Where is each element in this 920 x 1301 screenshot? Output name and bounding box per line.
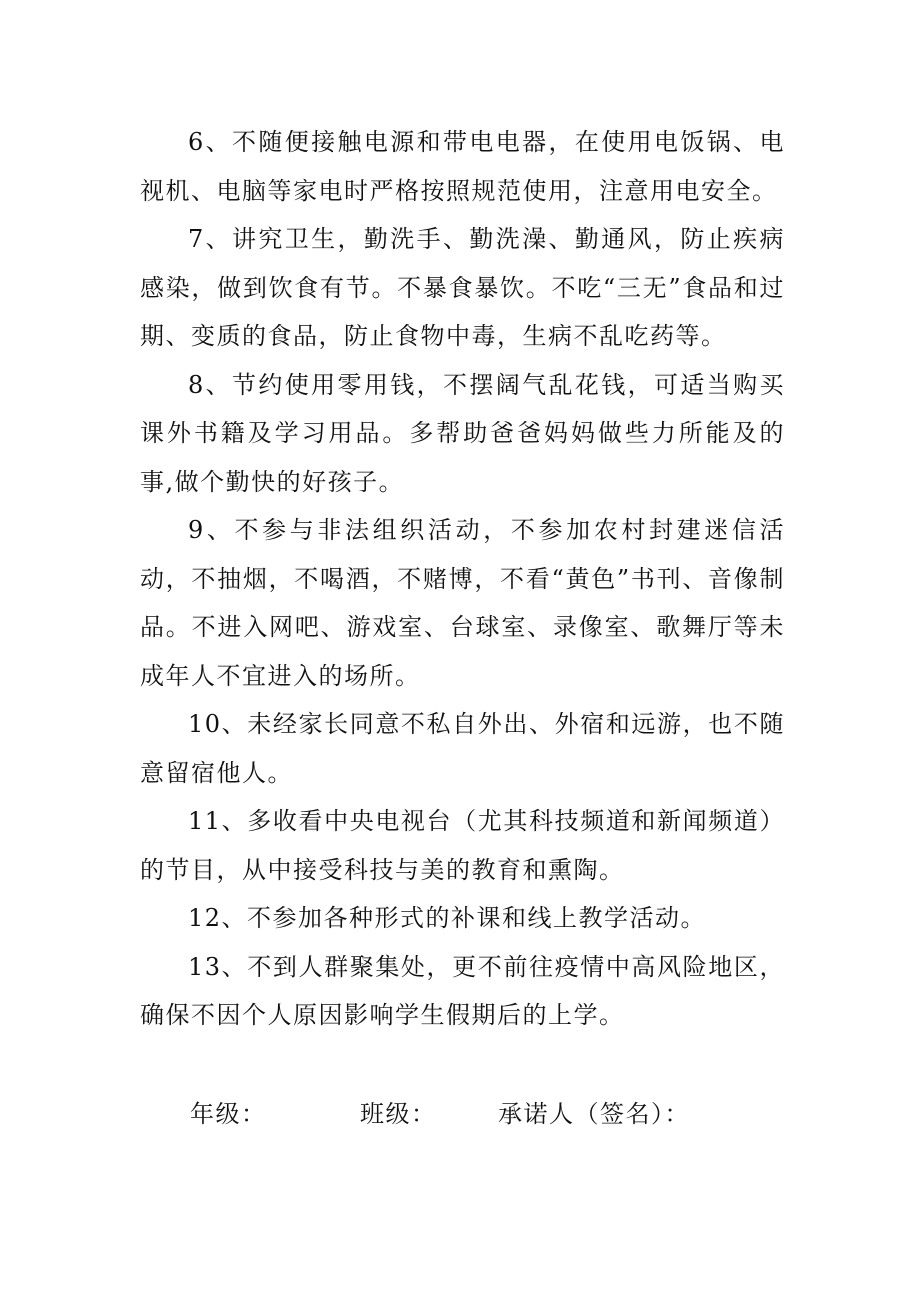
pledge-items bbox=[140, 118, 785, 1040]
pledge-item-7: 7、讲究卫生，勤洗手、勤洗澡、勤通风，防止疾病感染，做到饮食有节。不暴食暴饮。不吃“三无”食品和过期、变质的食品，防止食物中毒，生病不乱吃药等。 bbox=[140, 225, 785, 350]
pledge-item-10: 10、未经家长同意不私自外出、外宿和远游，也不随意留宿他人。 bbox=[140, 710, 785, 787]
grade-label: 年级： bbox=[190, 1100, 267, 1128]
pledge-item-8: 8、节约使用零用钱，不摆阔气乱花钱，可适当购买课外书籍及学习用品。多帮助爸爸妈妈做些力所能及的事,做个勤快的好孩子。 bbox=[140, 370, 785, 496]
class-label: 班级： bbox=[360, 1100, 437, 1128]
pledge-item-6: 6、不随便接触电源和带电电器，在使用电饭锅、电视机、电脑等家电时严格按照规范使用，注意用电安全。 bbox=[140, 128, 785, 205]
pledge-item-9: 9、不参与非法组织活动，不参加农村封建迷信活动，不抽烟，不喝酒，不赌博，不看“黄色”书刊、音像制品。不进入网吧、游戏室、台球室、录像室、歌舞厅等未成年人不宜进入的场所。 bbox=[140, 516, 785, 690]
signature-line bbox=[0, 1090, 920, 1140]
signer-label: 承诺人（签名）： bbox=[498, 1100, 690, 1128]
pledge-item-12: 12、不参加各种形式的补课和线上教学活动。 bbox=[188, 904, 707, 932]
pledge-item-13: 13、不到人群聚集处，更不前往疫情中高风险地区，确保不因个人原因影响学生假期后的上学。 bbox=[140, 952, 785, 1029]
pledge-item-11: 11、多收看中央电视台（尤其科技频道和新闻频道）的节目，从中接受科技与美的教育和熏陶。 bbox=[140, 807, 785, 884]
